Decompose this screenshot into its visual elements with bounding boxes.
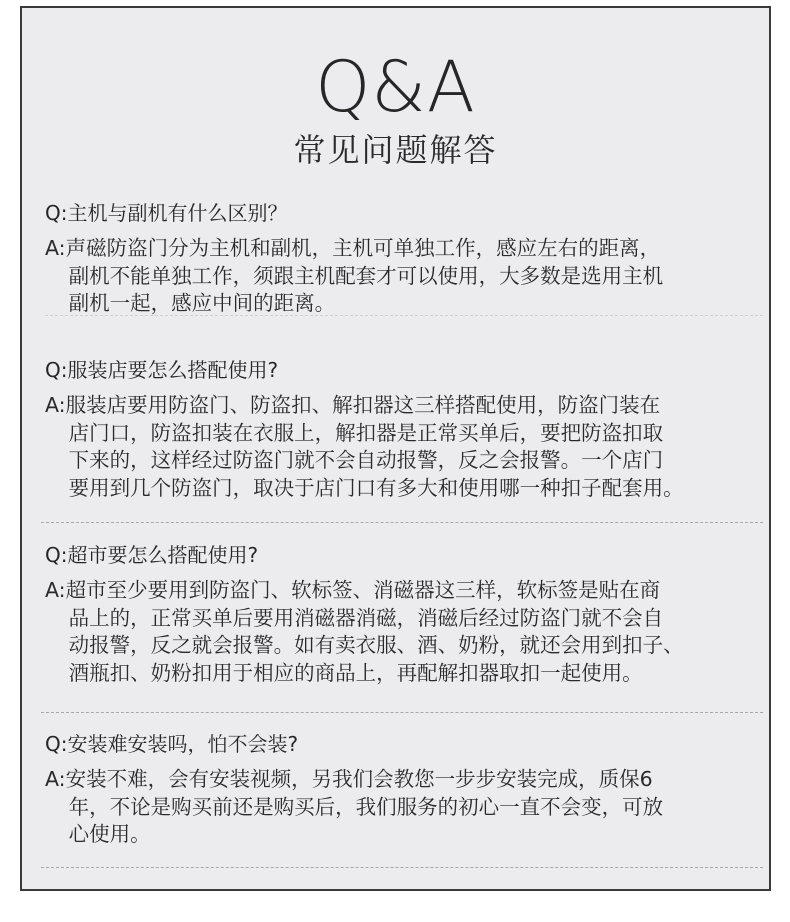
question-prefix: Q:: [45, 358, 68, 382]
answer-line: 声磁防盗门分为主机和副机，主机可单独工作，感应左右的距离，: [65, 236, 661, 260]
answer-prefix: A:: [45, 236, 66, 260]
qa-item: [45, 730, 763, 849]
answer-line: 店门口，防盗扣装在衣服上，解扣器是正常买单后，要把防盗扣取: [68, 420, 664, 445]
question-text: 安装难安装吗，怕不会装?: [67, 732, 299, 756]
answer-line: 副机不能单独工作，须跟主机配套才可以使用，大多数是选用主机: [68, 263, 664, 288]
answer: [45, 766, 763, 849]
qa-item: [45, 356, 763, 502]
question: [45, 541, 763, 569]
question-prefix: Q:: [45, 543, 68, 567]
answer-line: 酒瓶扣、奶粉扣用于相应的商品上，再配解扣器取扣一起使用。: [68, 660, 643, 685]
question-text: 主机与副机有什么区别？: [67, 201, 288, 225]
answer: [45, 577, 763, 687]
answer-prefix: A:: [45, 393, 66, 417]
answer-line: 年，不论是购买前还是购买后，我们服务的初心一直不会变，可放: [68, 794, 664, 819]
divider: [41, 522, 763, 523]
question: [45, 356, 763, 384]
question: [45, 730, 763, 758]
answer-line: 副机一起，感应中间的距离。: [68, 291, 336, 315]
question-text: 服装店要怎么搭配使用?: [67, 358, 279, 382]
answer: [45, 392, 763, 502]
divider: [41, 867, 763, 868]
qa-item: [45, 199, 763, 318]
answer: [45, 235, 763, 318]
question-prefix: Q:: [45, 201, 68, 225]
answer-prefix: A:: [45, 578, 66, 602]
question-text: 超市要怎么搭配使用?: [67, 543, 259, 567]
question-prefix: Q:: [45, 732, 68, 756]
qa-item: [45, 541, 763, 687]
answer-line: 超市至少要用到防盗门、软标签、消磁器这三样，软标签是贴在商: [65, 578, 661, 602]
answer-line: 心使用。: [68, 822, 151, 846]
divider: [45, 315, 763, 316]
qa-panel: [20, 6, 771, 891]
divider: [41, 712, 763, 713]
question: [45, 199, 763, 227]
answer-line: 品上的，正常买单后要用消磁器消磁，消磁后经过防盗门就不会自: [68, 605, 664, 630]
answer-line: 要用到几个防盗门，取决于店门口有多大和使用哪一种扣子配套用。: [68, 475, 684, 500]
answer-line: 下来的，这样经过防盗门就不会自动报警，反之会报警。一个店门: [68, 448, 664, 472]
answer-line: 动报警，反之就会报警。如有卖衣服、酒、奶粉，就还会用到扣子、: [68, 633, 684, 657]
answer-line: 服装店要用防盗门、防盗扣、解扣器这三样搭配使用，防盗门装在: [65, 393, 661, 417]
page-subtitle: 常见问题解答: [293, 131, 498, 169]
answer-line: 安装不难，会有安装视频，另我们会教您一步步安装完成，质保6: [65, 767, 653, 791]
answer-prefix: A:: [45, 767, 66, 791]
page-title: Q&A: [315, 46, 476, 128]
